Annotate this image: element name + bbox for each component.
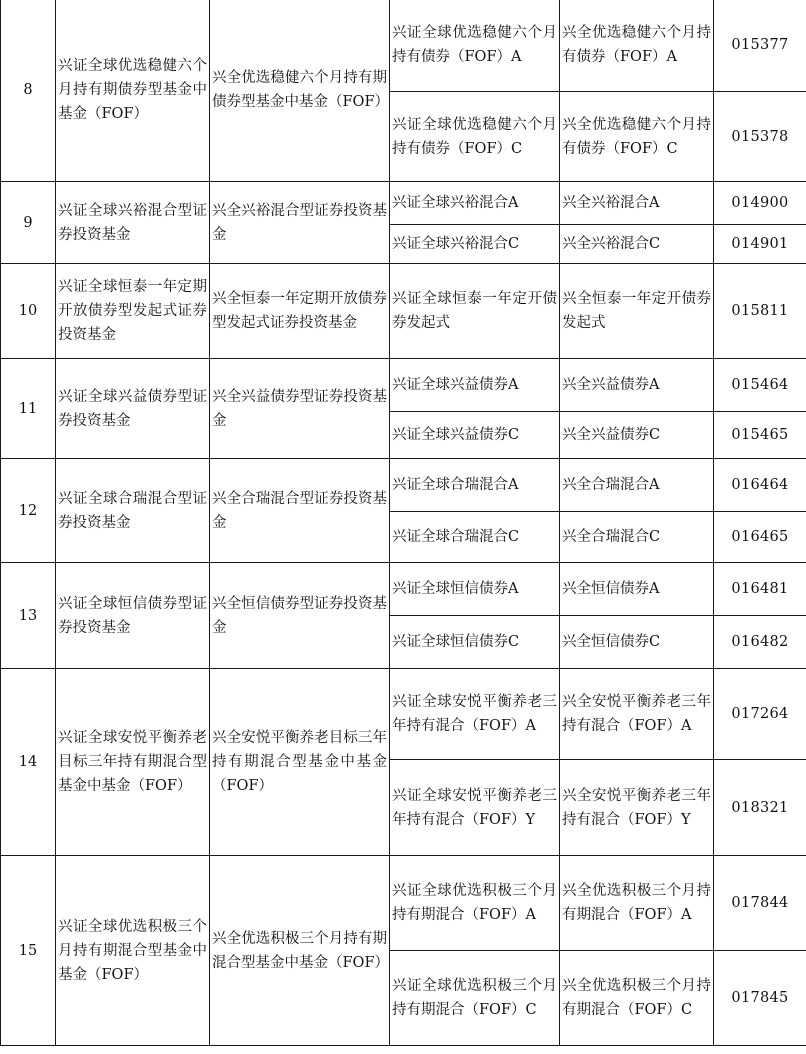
table-row [1, 856, 806, 951]
row-number: 12 [1, 459, 56, 563]
class-full-name: 兴证全球优选稳健六个月持有债券（FOF）C [390, 92, 560, 182]
fund-full-name: 兴证全球优选稳健六个月持有期债券型基金中基金（FOF） [56, 0, 210, 182]
row-number: 14 [1, 669, 56, 856]
class-short-name: 兴全恒信债券C [560, 616, 714, 669]
fund-code: 017845 [714, 951, 806, 1046]
class-full-name: 兴证全球恒泰一年定开债券发起式 [390, 264, 560, 359]
class-full-name: 兴证全球合瑞混合A [390, 459, 560, 512]
class-short-name: 兴全合瑞混合A [560, 459, 714, 512]
fund-short-name: 兴全合瑞混合型证券投资基金 [210, 459, 390, 563]
fund-short-name: 兴全优选积极三个月持有期混合型基金中基金（FOF） [210, 856, 390, 1046]
table-row [1, 563, 806, 616]
fund-code: 015465 [714, 412, 806, 459]
fund-code: 015811 [714, 264, 806, 359]
row-number: 9 [1, 182, 56, 264]
class-full-name: 兴证全球安悦平衡养老三年持有混合（FOF）Y [390, 760, 560, 856]
fund-short-name: 兴全兴益债券型证券投资基金 [210, 359, 390, 459]
table-row [1, 264, 806, 359]
row-number: 13 [1, 563, 56, 669]
class-full-name: 兴证全球兴裕混合C [390, 225, 560, 264]
fund-code: 015378 [714, 92, 806, 182]
class-short-name: 兴全优选积极三个月持有期混合（FOF）A [560, 856, 714, 951]
fund-full-name: 兴证全球恒信债券型证券投资基金 [56, 563, 210, 669]
class-full-name: 兴证全球优选稳健六个月持有债券（FOF）A [390, 0, 560, 92]
class-full-name: 兴证全球安悦平衡养老三年持有混合（FOF）A [390, 669, 560, 760]
fund-short-name: 兴全兴裕混合型证券投资基金 [210, 182, 390, 264]
class-short-name: 兴全恒信债券A [560, 563, 714, 616]
fund-full-name: 兴证全球恒泰一年定期开放债券型发起式证券投资基金 [56, 264, 210, 359]
class-short-name: 兴全兴裕混合A [560, 182, 714, 225]
fund-full-name: 兴证全球兴益债券型证券投资基金 [56, 359, 210, 459]
fund-full-name: 兴证全球兴裕混合型证券投资基金 [56, 182, 210, 264]
fund-code: 016481 [714, 563, 806, 616]
fund-code: 017844 [714, 856, 806, 951]
fund-code: 015377 [714, 0, 806, 92]
class-short-name: 兴全优选稳健六个月持有债券（FOF）A [560, 0, 714, 92]
table-row [1, 0, 806, 92]
row-number: 8 [1, 0, 56, 182]
class-short-name: 兴全安悦平衡养老三年持有混合（FOF）A [560, 669, 714, 760]
class-full-name: 兴证全球优选积极三个月持有期混合（FOF）A [390, 856, 560, 951]
class-short-name: 兴全兴益债券A [560, 359, 714, 412]
fund-code: 017264 [714, 669, 806, 760]
table-row [1, 669, 806, 760]
fund-short-name: 兴全恒信债券型证券投资基金 [210, 563, 390, 669]
fund-full-name: 兴证全球安悦平衡养老目标三年持有期混合型基金中基金（FOF） [56, 669, 210, 856]
fund-code: 014900 [714, 182, 806, 225]
class-full-name: 兴证全球兴益债券A [390, 359, 560, 412]
class-full-name: 兴证全球恒信债券C [390, 616, 560, 669]
fund-code: 018321 [714, 760, 806, 856]
class-full-name: 兴证全球恒信债券A [390, 563, 560, 616]
class-full-name: 兴证全球优选积极三个月持有期混合（FOF）C [390, 951, 560, 1046]
fund-short-name: 兴全恒泰一年定期开放债券型发起式证券投资基金 [210, 264, 390, 359]
class-full-name: 兴证全球兴益债券C [390, 412, 560, 459]
class-short-name: 兴全恒泰一年定开债券发起式 [560, 264, 714, 359]
class-short-name: 兴全合瑞混合C [560, 512, 714, 563]
row-number: 11 [1, 359, 56, 459]
fund-code: 016464 [714, 459, 806, 512]
class-short-name: 兴全优选积极三个月持有期混合（FOF）C [560, 951, 714, 1046]
table-row [1, 359, 806, 412]
fund-code: 015464 [714, 359, 806, 412]
class-short-name: 兴全优选稳健六个月持有债券（FOF）C [560, 92, 714, 182]
fund-code: 016482 [714, 616, 806, 669]
class-full-name: 兴证全球合瑞混合C [390, 512, 560, 563]
fund-short-name: 兴全优选稳健六个月持有期债券型基金中基金（FOF） [210, 0, 390, 182]
fund-short-name: 兴全安悦平衡养老目标三年持有期混合型基金中基金（FOF） [210, 669, 390, 856]
row-number: 15 [1, 856, 56, 1046]
row-number: 10 [1, 264, 56, 359]
class-short-name: 兴全安悦平衡养老三年持有混合（FOF）Y [560, 760, 714, 856]
table-row [1, 459, 806, 512]
fund-full-name: 兴证全球合瑞混合型证券投资基金 [56, 459, 210, 563]
fund-code: 016465 [714, 512, 806, 563]
table-row [1, 182, 806, 225]
fund-code: 014901 [714, 225, 806, 264]
fund-full-name: 兴证全球优选积极三个月持有期混合型基金中基金（FOF） [56, 856, 210, 1046]
class-full-name: 兴证全球兴裕混合A [390, 182, 560, 225]
class-short-name: 兴全兴裕混合C [560, 225, 714, 264]
class-short-name: 兴全兴益债券C [560, 412, 714, 459]
